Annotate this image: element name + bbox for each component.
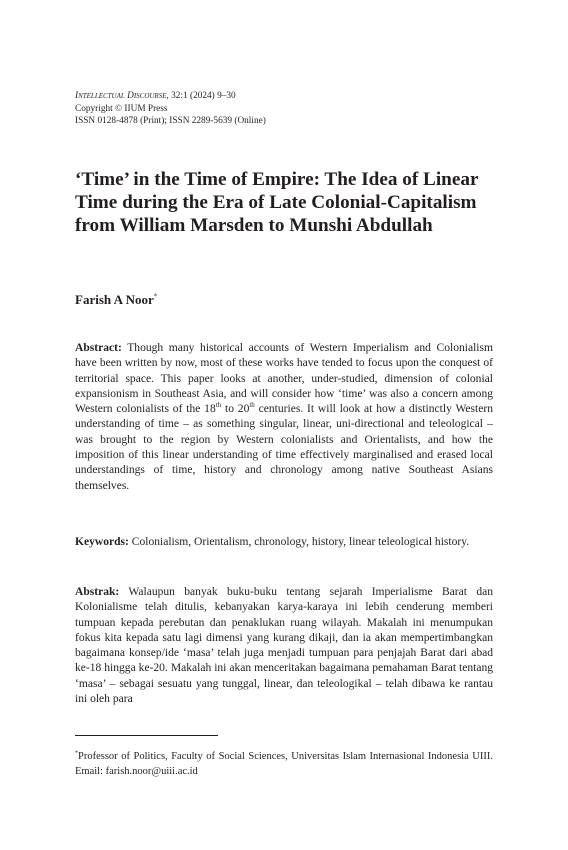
author-footnote-mark: * <box>153 292 158 301</box>
journal-issue: , 32:1 (2024) 9–30 <box>166 91 236 101</box>
abstract-text-2: to 20 <box>221 403 250 416</box>
journal-citation <box>75 90 266 103</box>
journal-name: Intellectual Discourse <box>75 91 167 101</box>
keywords-text: Colonialism, Orientalism, chronology, history, linear teleological history. <box>128 536 470 548</box>
keywords-paragraph <box>75 535 493 550</box>
abstract-sup-2: th <box>249 401 255 410</box>
footnote-text: Professor of Politics, Faculty of Social Sciences, Universitas Islam Internasional Indonesia UIII. Email: farish.noor@uiii.ac.id <box>75 751 493 778</box>
copyright-line: Copyright © IIUM Press <box>75 103 168 114</box>
abstract-text-3: centuries. It will look at how a distinctly Western understanding of time – as something singular, linear, uni-directional and teleological – was brought to the region by Western colonialists and Orientalists, and how the imposition of this linear understanding of time effectively marginalised and erased local understandings of time, history and chronology among native Southeast Asians themselves. <box>75 403 493 492</box>
abstrak-paragraph <box>75 585 493 707</box>
issn-line: ISSN 0128-4878 (Print); ISSN 2289-5639 (Online) <box>75 116 266 127</box>
abstrak-text: Walaupun banyak buku-buku tentang sejarah Imperialisme Barat dan Kolonialisme telah ditulis, kebanyakan karya-karaya ini lebih cenderung memberi tumpuan kepada perebutan dan penaklukan ruang wilayah. Makalah ini menumpukan fokus kita kepada satu lagi dimensi yang kurang dikaji, dan ia akan mempertimbangkan bagaimana konsep/ide ‘masa’ telah juga menjadi tumpuan para penjajah Barat dari abad ke-18 hingga ke-20. Makalah ini akan menceritakan bagaimana pemahaman Barat tentang ‘masa’ – sebagai sesuatu yang tunggal, linear, dan teleologikal – telah dibawa ke rantau ini oleh para <box>75 586 493 706</box>
footnote-divider <box>75 735 218 736</box>
journal-header <box>75 90 266 128</box>
footnote <box>75 749 493 779</box>
abstract-label: Abstract: <box>75 342 122 354</box>
abstract-text-1: Though many historical accounts of Western Imperialism and Colonialism have been written by now, most of these works have tended to focus upon the conquest of territorial space. This paper looks at another, under-studied, dimension of colonial expansionism in Southeast Asia, and will consider how ‘time’ was also a concern among Western colonialists of the 18 <box>75 342 493 416</box>
abstrak-label: Abstrak: <box>75 586 120 598</box>
abstract-sup-1: th <box>215 401 222 410</box>
author-line <box>75 292 157 308</box>
article-title: ‘Time’ in the Time of Empire: The Idea of Linear Time during the Era of Late Colonial-Capitalism from William Marsden to Munshi Abdullah <box>75 169 479 236</box>
abstract-paragraph <box>75 341 493 494</box>
footnote-mark: * <box>75 750 78 757</box>
author-name: Farish A Noor <box>75 292 154 307</box>
keywords-label: Keywords: <box>75 536 129 548</box>
